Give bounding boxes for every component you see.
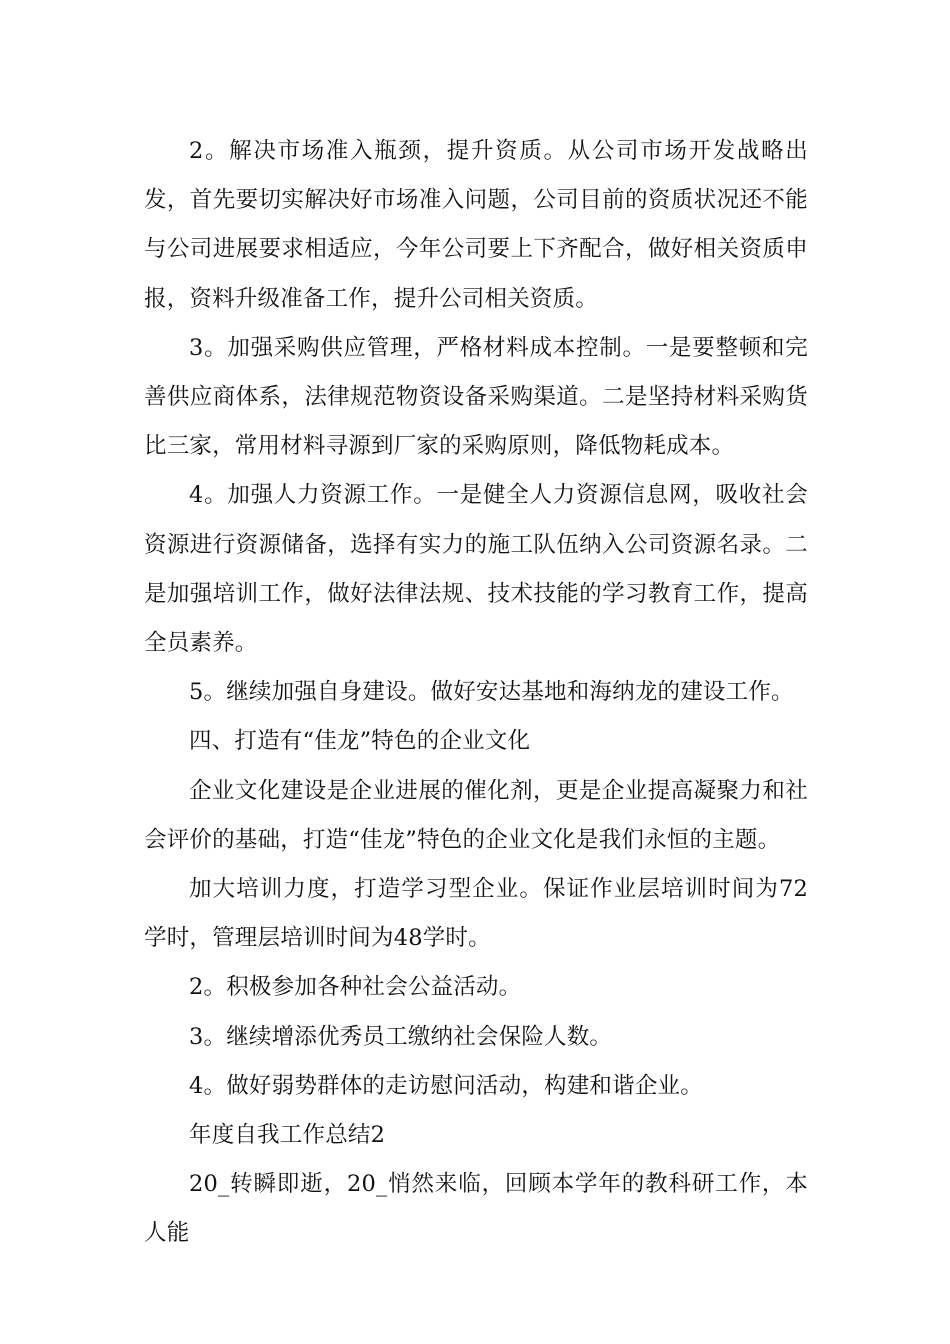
paragraph-social-insurance: 3。继续增添优秀员工缴纳社会保险人数。 xyxy=(189,1023,613,1050)
paragraph-training: 加大培训力度，打造学习型企业。保证作业层培训时间为72学时，管理层培训时间为48学时。 xyxy=(144,876,808,952)
paragraph-summary-intro: 20_转瞬即逝，20_悄然来临，回顾本学年的教科研工作，本人能 xyxy=(144,1171,808,1247)
document-body xyxy=(144,127,808,1259)
paragraph-qualification: 2。解决市场准入瓶颈，提升资质。从公司市场开发战略出发，首先要切实解决好市场准入问题，公司目前的资质状况还不能与公司进展要求相适应，今年公司要上下齐配合，做好相关资质申报，资料升级准备工作，提升公司相关资质。 xyxy=(144,138,808,312)
section-heading-summary-2: 年度自我工作总结2 xyxy=(189,1122,386,1149)
paragraph-visits: 4。做好弱势群体的走访慰问活动，构建和谐企业。 xyxy=(189,1072,703,1099)
paragraph-human-resources: 4。加强人力资源工作。一是健全人力资源信息网，吸收社会资源进行资源储备，选择有实力的施工队伍纳入公司资源名录。二是加强培训工作，做好法律法规、技术技能的学习教育工作，提高全员素养。 xyxy=(144,482,808,657)
paragraph-public-welfare: 2。积极参加各种社会公益活动。 xyxy=(189,974,522,1001)
paragraph-culture-intro: 企业文化建设是企业进展的催化剂，更是企业提高凝聚力和社会评价的基础，打造“佳龙”特色的企业文化是我们永恒的主题。 xyxy=(144,777,808,853)
paragraph-procurement: 3。加强采购供应管理，严格材料成本控制。一是要整顿和完善供应商体系，法律规范物资设备采购渠道。二是坚持材料采购货比三家，常用材料寻源到厂家的采购原则，降低物耗成本。 xyxy=(144,334,808,460)
paragraph-self-construction: 5。继续加强自身建设。做好安达基地和海纳龙的建设工作。 xyxy=(189,679,794,706)
section-heading-corporate-culture: 四、打造有“佳龙”特色的企业文化 xyxy=(189,728,531,755)
